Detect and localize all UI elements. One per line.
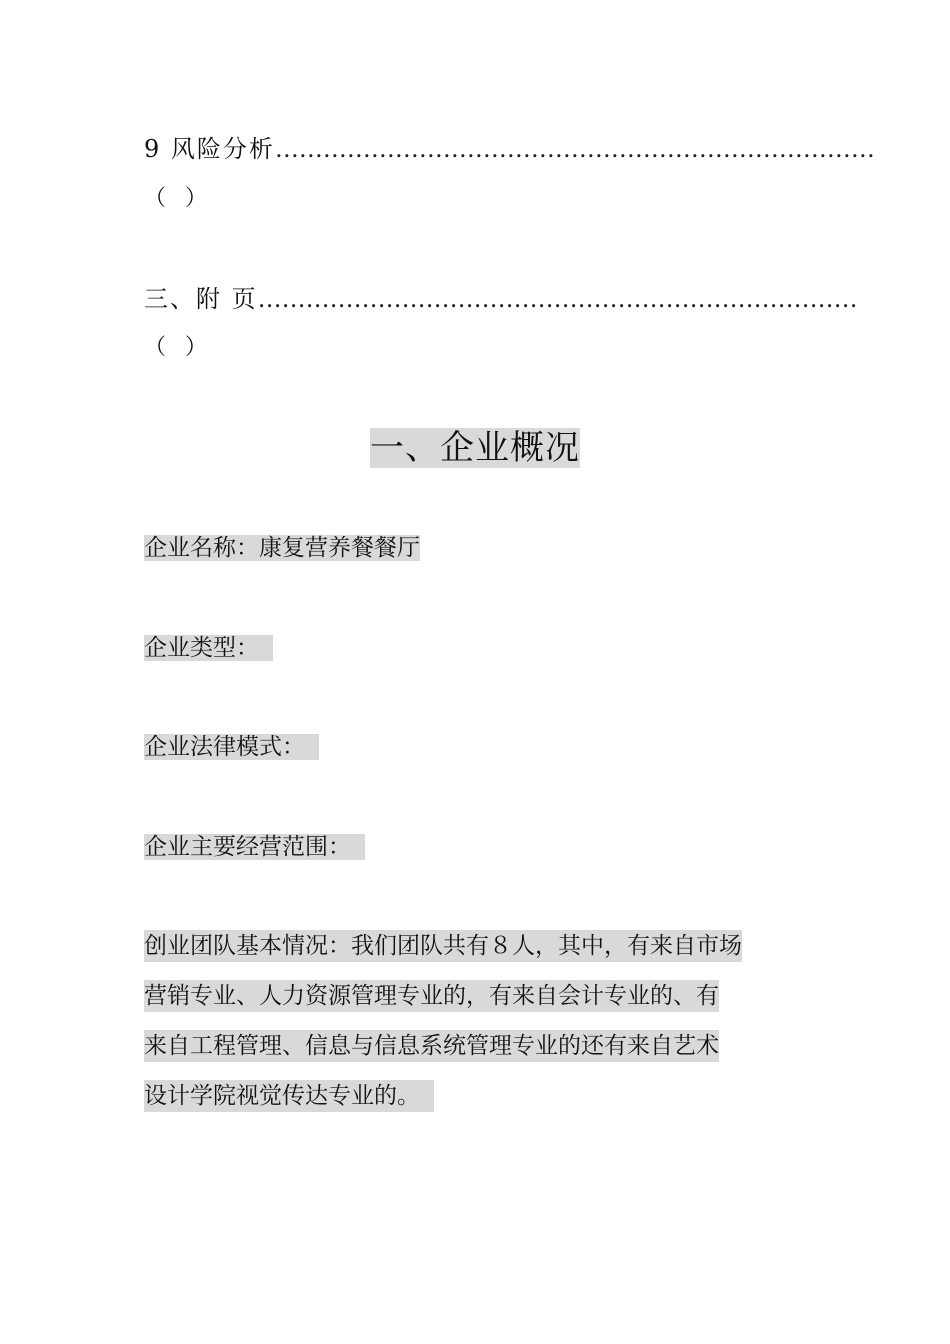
- toc-leader-dots: …………………………………………………………………: [257, 285, 858, 313]
- legal-mode-field: [144, 732, 319, 762]
- business-scope-label: 企业主要经营范围：: [144, 834, 351, 860]
- company-name-text: 企业名称：康复营养餐餐厅: [144, 535, 420, 561]
- section-heading: 一、企业概况: [370, 428, 580, 468]
- toc-leader-dots: …………………………………………………………………: [274, 135, 875, 163]
- team-line: 设计学院视觉传达专业的。: [144, 1083, 420, 1109]
- toc-page-number: （ ）: [144, 335, 213, 360]
- toc-page-number: （ ）: [144, 186, 213, 211]
- team-line: 创业团队基本情况：我们团队共有８人，其中，有来自市场: [144, 930, 742, 962]
- toc-entry-label: 9 风险分析: [144, 135, 275, 163]
- business-scope-field: [144, 832, 365, 862]
- toc-entry-appendix: [144, 282, 858, 316]
- toc-entry-label: 三、附 页: [144, 285, 258, 313]
- team-line: 营销专业、人力资源管理专业的，有来自会计专业的、有: [144, 980, 719, 1012]
- company-name-field: [144, 533, 420, 563]
- team-line: 来自工程管理、信息与信息系统管理专业的还有来自艺术: [144, 1030, 719, 1062]
- company-type-label: 企业类型：: [144, 635, 259, 661]
- team-description-paragraph: [144, 930, 806, 1130]
- toc-entry-risk-analysis: [144, 132, 875, 166]
- company-type-field: [144, 633, 273, 663]
- legal-mode-label: 企业法律模式：: [144, 734, 305, 760]
